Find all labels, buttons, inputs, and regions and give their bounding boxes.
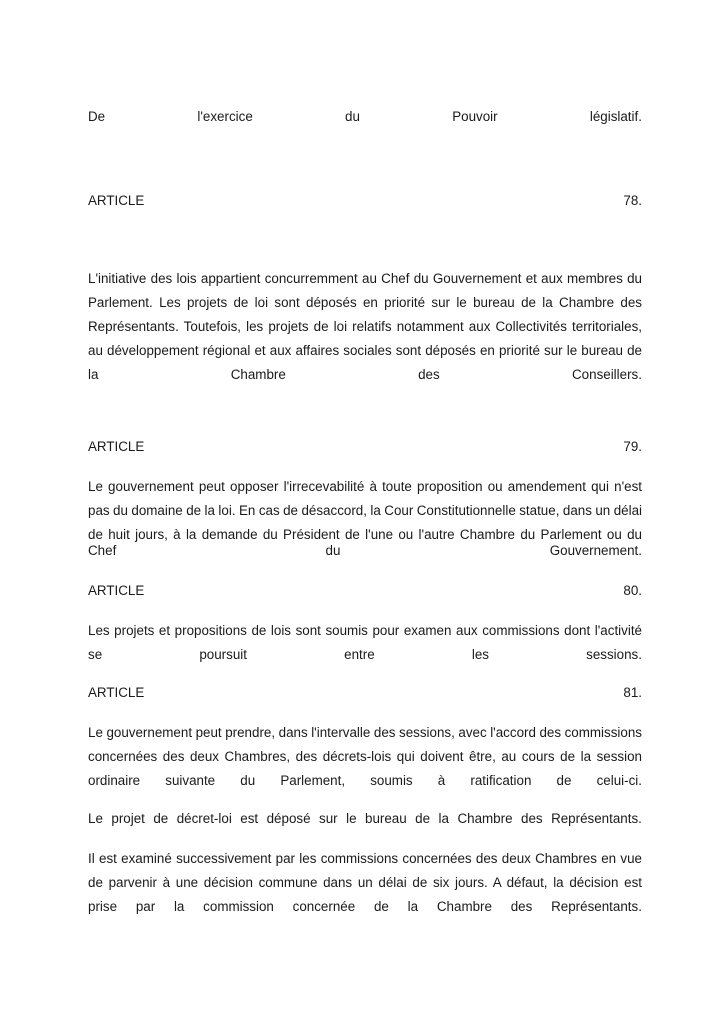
text-line: Parlement. Les projets de loi sont déposés en priorité sur le bureau de la Chambre des	[88, 295, 642, 310]
article-number: 78.	[623, 193, 642, 208]
word: poursuit	[199, 647, 247, 662]
article-81-para3-last-line	[88, 898, 642, 916]
article-78-last-line	[88, 366, 642, 384]
article-number: 79.	[623, 439, 642, 454]
word: des	[521, 811, 543, 826]
word: sessions.	[586, 647, 642, 662]
title-word: législatif.	[589, 109, 642, 124]
section-title	[88, 108, 642, 126]
word: la	[407, 899, 419, 914]
word: du	[240, 773, 256, 788]
article-81-line	[88, 724, 642, 742]
word: bureau	[365, 811, 407, 826]
word: de	[556, 773, 572, 788]
word: sur	[319, 811, 338, 826]
article-78-line	[88, 270, 642, 288]
text-line: de huit jours, à la demande du Président de l'une ou l'autre Chambre du Parlement ou du	[88, 527, 642, 542]
article-79-last-line	[88, 542, 642, 560]
word: déposé	[266, 811, 311, 826]
word: à	[437, 773, 446, 788]
word: de	[373, 899, 389, 914]
title-word: du	[345, 109, 360, 124]
word: de	[153, 811, 169, 826]
article-79-heading	[88, 438, 642, 456]
article-78-line	[88, 294, 642, 312]
word: des	[510, 899, 533, 914]
article-number: 80.	[623, 583, 642, 598]
title-word: Pouvoir	[452, 109, 498, 124]
word: suivante	[165, 773, 216, 788]
word: ordinaire	[88, 773, 141, 788]
word: Chef	[88, 543, 117, 558]
word: projet	[111, 811, 145, 826]
article-81-line	[88, 850, 642, 868]
article-label: ARTICLE	[88, 439, 145, 454]
article-78-line	[88, 318, 642, 336]
article-81-para1-last-line	[88, 772, 642, 790]
article-label: ARTICLE	[88, 685, 145, 700]
text-line: de parvenir à une décision commune dans un délai de six jours. A défaut, la décision est	[88, 875, 642, 890]
word: Chambre	[230, 367, 286, 382]
title-word: De	[88, 109, 106, 124]
word: Chambre	[457, 811, 513, 826]
text-line: au développement régional et aux affaires sociales sont déposés en priorité sur le bureau de	[88, 343, 642, 358]
word: le	[346, 811, 357, 826]
article-79-line	[88, 478, 642, 496]
article-label: ARTICLE	[88, 193, 145, 208]
word: de	[415, 811, 431, 826]
article-81-line	[88, 874, 642, 892]
word: prise	[88, 899, 118, 914]
text-line: Le gouvernement peut opposer l'irrecevabilité à toute proposition ou amendement qui n'est	[88, 479, 642, 494]
article-80-line	[88, 622, 642, 640]
text-line: Le gouvernement peut prendre, dans l'intervalle des sessions, avec l'accord des commissions	[88, 725, 642, 740]
word: Représentants.	[551, 899, 642, 914]
word: concernée	[292, 899, 356, 914]
word: la	[173, 899, 185, 914]
text-line: Il est examiné successivement par les commissions concernées des deux Chambres en vue	[88, 851, 642, 866]
article-81-line	[88, 748, 642, 766]
article-81-para2	[88, 810, 642, 828]
word: Conseillers.	[572, 367, 642, 382]
article-80-last-line	[88, 646, 642, 664]
word: est	[240, 811, 259, 826]
word: du	[325, 543, 341, 558]
word: par	[135, 899, 156, 914]
article-label: ARTICLE	[88, 583, 145, 598]
word: se	[88, 647, 103, 662]
title-word: l'exercice	[197, 109, 253, 124]
text-line: concernées des deux Chambres, des décrets-lois qui doivent être, au cours de la session	[88, 749, 642, 764]
text-line: pas du domaine de la loi. En cas de désaccord, la Cour Constitutionnelle statue, dans un délai	[88, 503, 642, 518]
article-78-heading	[88, 192, 642, 210]
article-80-heading	[88, 582, 642, 600]
word: entre	[344, 647, 375, 662]
word: Représentants.	[551, 811, 642, 826]
word: celui-ci.	[596, 773, 642, 788]
word: la	[438, 811, 449, 826]
word: les	[471, 647, 489, 662]
word: des	[418, 367, 440, 382]
text-line: Représentants. Toutefois, les projets de loi relatifs notamment aux Collectivités territoriales,	[88, 319, 642, 334]
word: ratification	[470, 773, 532, 788]
article-79-line	[88, 502, 642, 520]
text-line: Les projets et propositions de lois sont soumis pour examen aux commissions dont l'activité	[88, 623, 642, 638]
word: commission	[203, 899, 274, 914]
word: Le	[88, 811, 103, 826]
word: la	[88, 367, 99, 382]
word: soumis	[370, 773, 413, 788]
word: décret-loi	[176, 811, 232, 826]
article-number: 81.	[623, 685, 642, 700]
text-line: L'initiative des lois appartient concurremment au Chef du Gouvernement et aux membres du	[88, 271, 642, 286]
word: Parlement,	[280, 773, 346, 788]
word: Chambre	[436, 899, 492, 914]
word: Gouvernement.	[549, 543, 642, 558]
article-81-heading	[88, 684, 642, 702]
article-78-line	[88, 342, 642, 360]
